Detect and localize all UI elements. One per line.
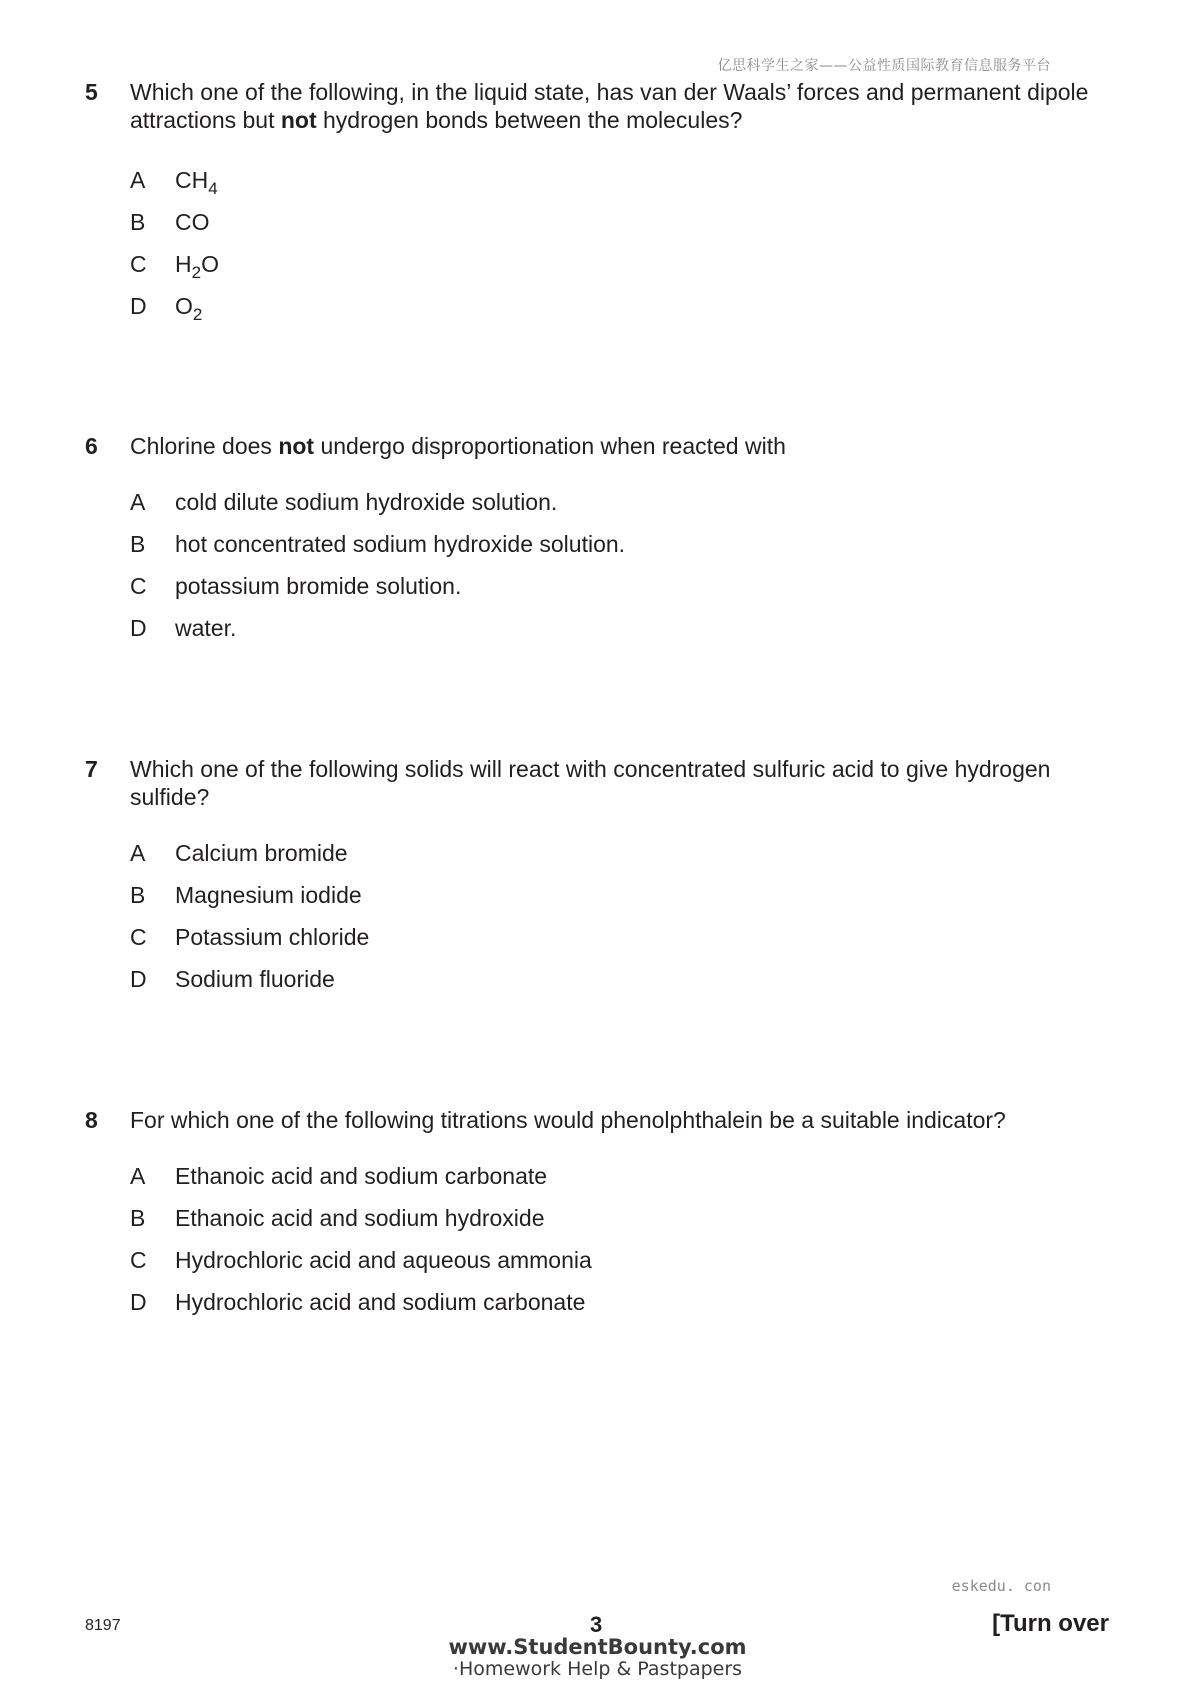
studentbounty-logo bbox=[445, 1636, 750, 1680]
option-a bbox=[130, 1162, 1030, 1204]
option-text: $O_2$ bbox=[175, 293, 203, 324]
page-number: 3 bbox=[590, 1612, 603, 1637]
watermark-bottom-right: eskedu. con bbox=[951, 1577, 1051, 1595]
option-letter: A bbox=[130, 840, 146, 866]
stem-emphasis: not bbox=[278, 433, 315, 459]
option-text: Magnesium iodide bbox=[175, 882, 362, 908]
turn-over-label: [Turn over bbox=[992, 1610, 1109, 1637]
stem-text: Chlorine does bbox=[130, 433, 279, 459]
stem-text: hydrogen bonds between the molecules? bbox=[316, 107, 743, 133]
stem-emphasis: not bbox=[280, 107, 317, 133]
options-list bbox=[130, 839, 1030, 1007]
option-d bbox=[130, 614, 1030, 656]
watermark-top: 亿思科学生之家——公益性质国际教育信息服务平台 bbox=[717, 58, 1051, 74]
options-list bbox=[130, 1162, 1030, 1330]
option-text: Ethanoic acid and sodium hydroxide bbox=[175, 1205, 545, 1231]
options-list bbox=[130, 488, 1030, 656]
option-text: CO bbox=[175, 209, 210, 235]
option-text: Ethanoic acid and sodium carbonate bbox=[175, 1163, 548, 1189]
option-c bbox=[130, 250, 1030, 292]
option-letter: B bbox=[130, 1205, 146, 1231]
option-text: Calcium bromide bbox=[175, 840, 348, 866]
option-text: potassium bromide solution. bbox=[175, 573, 462, 599]
option-c bbox=[130, 1246, 1030, 1288]
option-letter: C bbox=[130, 251, 147, 277]
paper-code: 8197 bbox=[85, 1617, 121, 1634]
question-stem: Which one of the following solids will react with concentrated sulfuric acid to give hydrogen sulfide? bbox=[130, 756, 1051, 810]
option-letter: D bbox=[130, 293, 147, 319]
question-number: 5 bbox=[85, 79, 98, 105]
option-b bbox=[130, 1204, 1030, 1246]
option-a bbox=[130, 839, 1030, 881]
option-letter: C bbox=[130, 924, 147, 950]
option-letter: A bbox=[130, 489, 146, 515]
stem-text: Which one of the following, in the liquid state, has van der Waals’ forces and permanent dipole attractions but bbox=[130, 79, 1089, 133]
options-list bbox=[130, 166, 1030, 334]
option-letter: B bbox=[130, 531, 146, 557]
option-text: $H_2O$ bbox=[175, 251, 219, 282]
option-c bbox=[130, 923, 1030, 965]
option-d bbox=[130, 1288, 1030, 1330]
question-number: 8 bbox=[85, 1107, 98, 1133]
option-text: Hydrochloric acid and sodium carbonate bbox=[175, 1289, 586, 1315]
option-a bbox=[130, 166, 1030, 208]
option-text: water. bbox=[175, 615, 237, 641]
option-letter: A bbox=[130, 1163, 146, 1189]
option-letter: D bbox=[130, 615, 147, 641]
question-stem bbox=[130, 432, 1115, 460]
option-b bbox=[130, 208, 1030, 250]
option-letter: D bbox=[130, 1289, 147, 1315]
option-c bbox=[130, 572, 1030, 614]
option-letter: A bbox=[130, 167, 146, 193]
option-d bbox=[130, 965, 1030, 1007]
option-text: Hydrochloric acid and aqueous ammonia bbox=[175, 1247, 592, 1273]
option-a bbox=[130, 488, 1030, 530]
option-d bbox=[130, 292, 1030, 334]
option-letter: B bbox=[130, 209, 146, 235]
question-number: 7 bbox=[85, 756, 98, 782]
option-text: Sodium fluoride bbox=[175, 966, 335, 992]
option-text: cold dilute sodium hydroxide solution. bbox=[175, 489, 558, 515]
option-text: $CH_4$ bbox=[175, 167, 218, 198]
option-letter: B bbox=[130, 882, 146, 908]
option-b bbox=[130, 881, 1030, 923]
option-text: hot concentrated sodium hydroxide solution. bbox=[175, 531, 626, 557]
logo-url: www.StudentBounty.com bbox=[448, 1635, 747, 1659]
logo-tagline: ·Homework Help & Pastpapers bbox=[452, 1658, 743, 1680]
option-text: Potassium chloride bbox=[175, 924, 370, 950]
stem-text: undergo disproportionation when reacted with bbox=[314, 433, 786, 459]
question-number: 6 bbox=[85, 433, 98, 459]
option-letter: C bbox=[130, 1247, 147, 1273]
question-stem bbox=[130, 78, 1115, 134]
option-letter: D bbox=[130, 966, 147, 992]
option-letter: C bbox=[130, 573, 147, 599]
question-stem: For which one of the following titrations would phenolphthalein be a suitable indicator? bbox=[130, 1107, 1006, 1133]
option-b bbox=[130, 530, 1030, 572]
